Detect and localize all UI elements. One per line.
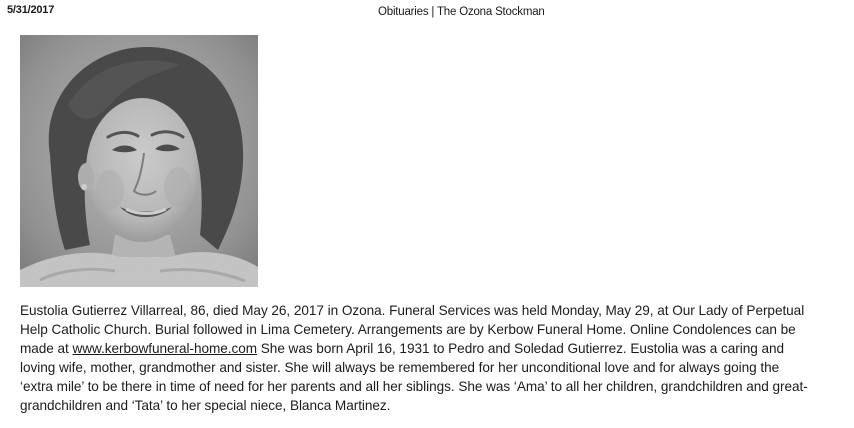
- obituary-line-prefix: made at: [20, 340, 73, 356]
- print-date: 5/31/2017: [7, 4, 55, 16]
- obituary-line: grandchildren and ‘Tata’ to her special niece, Blanca Martinez.: [20, 397, 391, 413]
- obituary-line-suffix: She was born April 16, 1931 to Pedro and Soledad Gutierrez. Eustolia was a caring and: [257, 340, 785, 356]
- page-header-title: Obituaries | The Ozona Stockman: [378, 6, 545, 18]
- obituary-line: [20, 340, 850, 359]
- obituary-line: Help Catholic Church. Burial followed in Lima Cemetery. Arrangements are by Kerbow Funeral Home. Online Condolences can be: [20, 321, 796, 337]
- funeral-home-link[interactable]: www.kerbowfuneral-home.com: [72, 340, 258, 356]
- obituary-line: loving wife, mother, grandmother and sister. She will always be remembered for her unconditional love and for always going the: [20, 359, 780, 375]
- obituary-line: ‘extra mile’ to be there in time of need for her parents and all her siblings. She was ‘Ama’ to all her children, grandchildren and great-: [20, 378, 808, 394]
- obituary-text: [20, 302, 850, 415]
- portrait-photo: [20, 35, 258, 287]
- obituary-line: Eustolia Gutierrez Villarreal, 86, died May 26, 2017 in Ozona. Funeral Services was held Monday, May 29, at Our Lady of Perpetual: [20, 303, 805, 318]
